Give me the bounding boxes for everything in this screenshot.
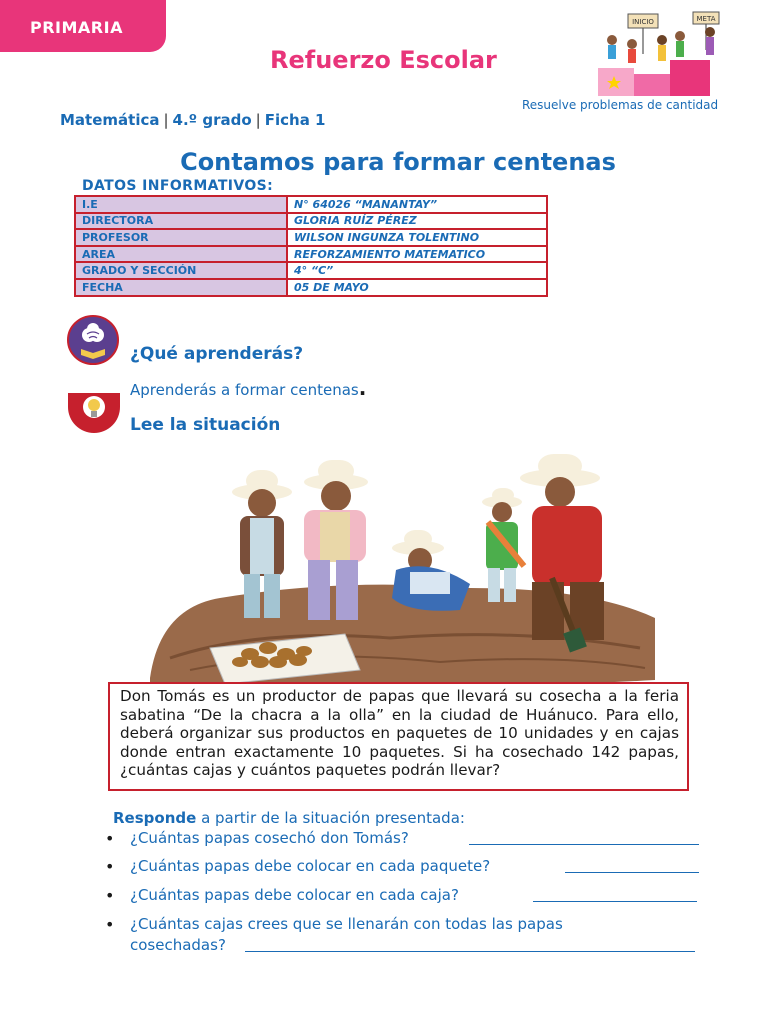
story-box: Don Tomás es un productor de papas que llevará su cosecha a la feria sabatina “De la chacra a la olla” en la ciudad de Huánuco. Para ello, deberá organizar sus productos en paquetes de 10 unidades y en cajas donde entran exactamente 10 paquetes. Si ha cosechado 142 papas, ¿cuántas cajas y cuántos paquetes podrán llevar? <box>108 682 689 791</box>
table-key: AREA <box>75 246 287 263</box>
competence-text: Resuelve problemas de cantidad <box>522 98 719 112</box>
podium-step-2 <box>634 74 670 96</box>
learn-heading: ¿Qué aprenderás? <box>130 344 304 364</box>
info-table <box>74 195 548 297</box>
bullet: • <box>105 829 115 848</box>
table-row <box>75 246 547 263</box>
datos-label <box>82 178 273 194</box>
lightbulb-icon <box>67 393 121 433</box>
podium-step-3 <box>670 60 710 96</box>
question-text: ¿Cuántas papas debe colocar en cada caja? <box>130 886 459 904</box>
brand-title: Refuerzo Escolar <box>270 46 497 74</box>
table-key: FECHA <box>75 279 287 296</box>
bullet: • <box>105 857 115 876</box>
farm-scene-illustration <box>140 448 660 688</box>
table-row <box>75 229 547 246</box>
sheet-number: Ficha 1 <box>264 111 326 129</box>
farmer <box>520 454 604 652</box>
separator: | <box>255 111 261 129</box>
bullet: • <box>105 915 115 934</box>
child-4 <box>482 488 524 602</box>
respond-intro <box>113 809 465 827</box>
table-row <box>75 196 547 213</box>
datos-label-text: DATOS INFORMATIVOS: <box>82 178 274 194</box>
primaria-badge <box>0 0 166 52</box>
table-key: GRADO Y SECCIÓN <box>75 262 287 279</box>
table-key: DIRECTORA <box>75 213 287 230</box>
badge-label: PRIMARIA <box>30 18 123 37</box>
question-text: ¿Cuántas cajas crees que se llenarán con todas las papas <box>130 915 563 933</box>
table-row <box>75 279 547 296</box>
question-text-line2: cosechadas? <box>130 936 226 954</box>
table-key: I.E <box>75 196 287 213</box>
table-row <box>75 262 547 279</box>
table-key: PROFESOR <box>75 229 287 246</box>
question-text: ¿Cuántas papas debe colocar en cada paquete? <box>130 857 491 875</box>
table-value: 05 DE MAYO <box>287 279 547 296</box>
learn-text <box>130 376 366 400</box>
respond-bold: Responde <box>113 809 197 827</box>
answer-blank[interactable] <box>469 844 699 845</box>
table-value: N° 64026 “MANANTAY” <box>287 196 547 213</box>
grade: 4.º grado <box>172 111 252 129</box>
brain-book-icon <box>67 315 121 365</box>
learn-period: . <box>358 376 367 400</box>
kids-podium-illustration <box>598 10 728 96</box>
sign-meta-label: META <box>696 15 716 23</box>
page-title: Contamos para formar centenas <box>180 148 616 176</box>
table-value: GLORIA RUÍZ PÉREZ <box>287 213 547 230</box>
subject: Matemática <box>60 111 160 129</box>
table-value: 4° “C” <box>287 262 547 279</box>
question-text: ¿Cuántas papas cosechó don Tomás? <box>130 829 409 847</box>
separator: | <box>163 111 169 129</box>
answer-blank[interactable] <box>533 901 697 902</box>
learn-text-body: Aprenderás a formar centenas <box>130 381 359 399</box>
course-info <box>60 111 325 129</box>
table-value: REFORZAMIENTO MATEMATICO <box>287 246 547 263</box>
child-3 <box>392 530 470 611</box>
read-heading: Lee la situación <box>130 415 281 435</box>
respond-rest: a partir de la situación presentada: <box>196 809 465 827</box>
answer-blank[interactable] <box>565 872 699 873</box>
bullet: • <box>105 886 115 905</box>
sign-inicio-label: INICIO <box>632 18 654 26</box>
table-row <box>75 213 547 230</box>
answer-blank[interactable] <box>245 951 695 952</box>
table-value: WILSON INGUNZA TOLENTINO <box>287 229 547 246</box>
